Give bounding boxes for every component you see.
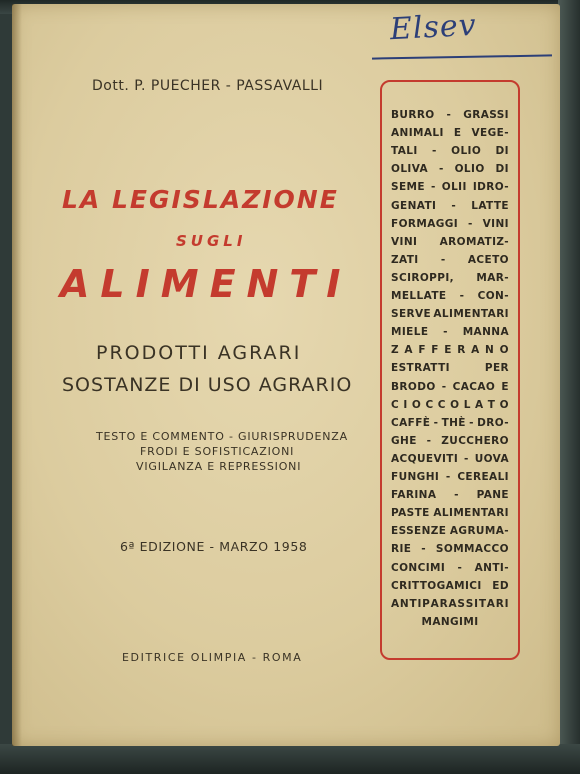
contents-item xyxy=(391,523,509,540)
contents-word: - xyxy=(445,471,451,483)
contents-word: - xyxy=(468,217,473,230)
contents-word: - xyxy=(432,145,437,158)
contents-word: PER xyxy=(484,362,509,375)
contents-item: MANGIMI xyxy=(421,615,479,628)
contents-item-char: F xyxy=(431,344,439,357)
contents-item-char: C xyxy=(437,398,446,411)
description-line-2: FRODI E SOFISTICAZIONI xyxy=(140,445,295,458)
contents-word: RIE xyxy=(391,543,412,556)
subtitle-line-1: PRODOTTI AGRARI xyxy=(96,342,302,364)
contents-word: DI xyxy=(495,145,509,158)
contents-word: - xyxy=(457,561,463,574)
contents-word: BURRO xyxy=(391,109,435,121)
author-name: Dott. P. PUECHER - PASSAVALLI xyxy=(92,78,324,94)
contents-item xyxy=(391,234,509,251)
contents-item xyxy=(391,125,509,142)
contents-item xyxy=(391,270,509,287)
contents-word: CRITTOGAMICI xyxy=(391,579,482,592)
contents-item xyxy=(391,469,509,486)
contents-item-char: E xyxy=(444,344,452,357)
contents-item-char: S xyxy=(457,597,466,610)
title-line-2: SUGLI xyxy=(176,232,247,250)
contents-word: BRODO xyxy=(391,380,436,393)
contents-word: OLIO xyxy=(454,163,485,176)
contents-word: OLII xyxy=(441,181,467,194)
contents-item-char: I xyxy=(504,597,509,610)
contents-word: IDRO- xyxy=(472,181,509,194)
contents-item xyxy=(391,360,509,377)
contents-item-char: F xyxy=(418,344,426,357)
contents-item-char: I xyxy=(403,398,408,411)
contents-word: - xyxy=(469,416,474,429)
contents-word: - xyxy=(440,253,446,266)
handwritten-signature: Elsev xyxy=(389,7,478,48)
contents-item-char: C xyxy=(391,398,400,411)
contents-item-char: A xyxy=(391,597,400,610)
contents-item xyxy=(391,198,509,215)
contents-word: - xyxy=(421,543,427,556)
contents-item-char: P xyxy=(422,597,431,610)
contents-item xyxy=(391,161,509,178)
contents-item-char: T xyxy=(487,398,496,411)
subtitle-line-2: SOSTANZE DI USO AGRARIO xyxy=(62,374,353,396)
contents-item-char: O xyxy=(499,344,509,357)
contents-word: ACQUEVITI xyxy=(391,452,459,465)
background-bottom xyxy=(0,744,580,774)
contents-item-char: A xyxy=(430,597,440,610)
contents-item-char: O xyxy=(499,398,509,411)
contents-word: - xyxy=(446,109,452,121)
contents-word: SEME xyxy=(391,181,425,194)
contents-word: AGRUMA- xyxy=(449,525,509,538)
contents-item xyxy=(391,541,509,558)
contents-word: MANNA xyxy=(462,326,509,339)
contents-word: OLIO xyxy=(451,145,482,158)
contents-word: ANIMALI xyxy=(391,127,444,140)
contents-word: GENATI xyxy=(391,199,437,212)
contents-item-char: L xyxy=(463,398,471,411)
contents-word: - xyxy=(438,163,444,176)
contents-word: MELLATE xyxy=(391,290,447,302)
contents-word: PASTE xyxy=(391,507,430,520)
contents-word: ANTI- xyxy=(474,561,509,574)
description-line-1: TESTO E COMMENTO - GIURISPRUDENZA xyxy=(96,430,348,443)
contents-word: UOVA xyxy=(474,452,509,465)
contents-item-char: R xyxy=(495,597,505,610)
contents-word: ALIMENTARI xyxy=(433,507,509,520)
contents-word: MIELE xyxy=(391,326,429,339)
contents-word: ESTRATTI xyxy=(391,362,450,375)
contents-item-char: A xyxy=(486,597,496,610)
contents-word: SOMMACCO xyxy=(435,543,509,556)
contents-word: - xyxy=(443,326,448,339)
contents-item xyxy=(391,288,509,305)
contents-word: SERVE xyxy=(391,308,432,321)
contents-item-char: C xyxy=(425,398,434,411)
contents-word: - xyxy=(433,416,439,429)
contents-item-char: A xyxy=(475,398,484,411)
contents-word: DRO- xyxy=(477,416,509,429)
contents-item xyxy=(391,216,509,233)
contents-word: E xyxy=(453,127,462,140)
contents-item-char: O xyxy=(450,398,460,411)
contents-item xyxy=(391,379,509,396)
contents-item-char: T xyxy=(409,597,418,610)
publisher-name: EDITRICE OLIMPIA - ROMA xyxy=(122,651,303,664)
contents-word: FORMAGGI xyxy=(391,217,459,230)
contents-item-char: I xyxy=(474,597,479,610)
description-line-3: VIGILANZA E REPRESSIONI xyxy=(136,460,302,473)
contents-item xyxy=(391,143,509,160)
contents-item xyxy=(391,433,509,450)
contents-word: OLIVA xyxy=(391,163,429,176)
contents-word: SCIROPPI, xyxy=(391,271,455,284)
contents-item-char: R xyxy=(457,344,466,357)
contents-word: - xyxy=(426,434,432,447)
contents-word: CAFFÈ xyxy=(391,416,431,429)
contents-item xyxy=(391,252,509,269)
contents-word: ACETO xyxy=(467,253,509,266)
contents-word: PANE xyxy=(476,489,509,502)
contents-item xyxy=(391,596,509,613)
contents-item-char: T xyxy=(478,597,487,610)
contents-word: - xyxy=(451,199,457,212)
contents-word: VEGE- xyxy=(471,127,509,140)
contents-item-char: Z xyxy=(391,344,400,357)
contents-item xyxy=(391,451,509,468)
contents-item-char: I xyxy=(417,597,422,610)
contents-item xyxy=(391,578,509,595)
title-line-1: LA LEGISLAZIONE xyxy=(62,185,339,214)
contents-word: AROMATIZ- xyxy=(439,235,509,248)
background-right xyxy=(558,0,580,774)
contents-word: - xyxy=(459,290,465,302)
contents-word: - xyxy=(464,452,469,465)
contents-item-char: A xyxy=(448,597,458,610)
spine-shadow xyxy=(12,4,22,746)
contents-item-char: R xyxy=(439,597,449,610)
contents-word: CONCIMI xyxy=(391,561,446,574)
contents-word: TALI xyxy=(391,145,418,158)
contents-item xyxy=(391,306,509,323)
contents-word: CEREALI xyxy=(457,471,509,483)
contents-word: E xyxy=(501,380,509,393)
contents-word: LATTE xyxy=(471,199,509,212)
contents-word: DI xyxy=(495,163,509,176)
contents-item xyxy=(391,324,509,341)
contents-item xyxy=(391,107,509,124)
contents-word: FUNGHI xyxy=(391,471,440,483)
contents-word: VINI xyxy=(482,217,509,230)
contents-item xyxy=(391,179,509,196)
contents-word: MAR- xyxy=(476,271,509,284)
contents-word: ZUCCHERO xyxy=(441,434,509,447)
contents-item xyxy=(391,560,509,577)
contents-item xyxy=(391,415,509,432)
title-line-3: ALIMENTI xyxy=(60,262,352,306)
contents-item xyxy=(391,487,509,504)
contents-item-char: O xyxy=(411,398,422,411)
contents-word: THÈ xyxy=(441,416,466,429)
contents-item-char: S xyxy=(465,597,474,610)
contents-word: GHE xyxy=(391,434,417,447)
contents-item xyxy=(391,505,509,522)
contents-word: ZATI xyxy=(391,253,419,266)
contents-word: ESSENZE xyxy=(391,525,447,538)
contents-word: VINI xyxy=(391,235,418,248)
contents-word: CACAO xyxy=(452,380,496,393)
contents-item-char: A xyxy=(471,344,480,357)
contents-word: - xyxy=(430,181,436,194)
contents-item xyxy=(391,342,509,359)
contents-word: - xyxy=(454,489,459,502)
contents-item-char: N xyxy=(485,344,495,357)
contents-item xyxy=(391,397,509,414)
contents-word: - xyxy=(441,380,447,393)
contents-word: FARINA xyxy=(391,489,437,502)
contents-item-char: A xyxy=(404,344,413,357)
contents-item-char: N xyxy=(399,597,410,610)
contents-word: ALIMENTARI xyxy=(433,308,509,321)
contents-word: ED xyxy=(492,579,509,592)
contents-word: CON- xyxy=(477,290,509,302)
edition-info: 6ª EDIZIONE - MARZO 1958 xyxy=(120,539,308,554)
contents-word: GRASSI xyxy=(463,109,509,121)
